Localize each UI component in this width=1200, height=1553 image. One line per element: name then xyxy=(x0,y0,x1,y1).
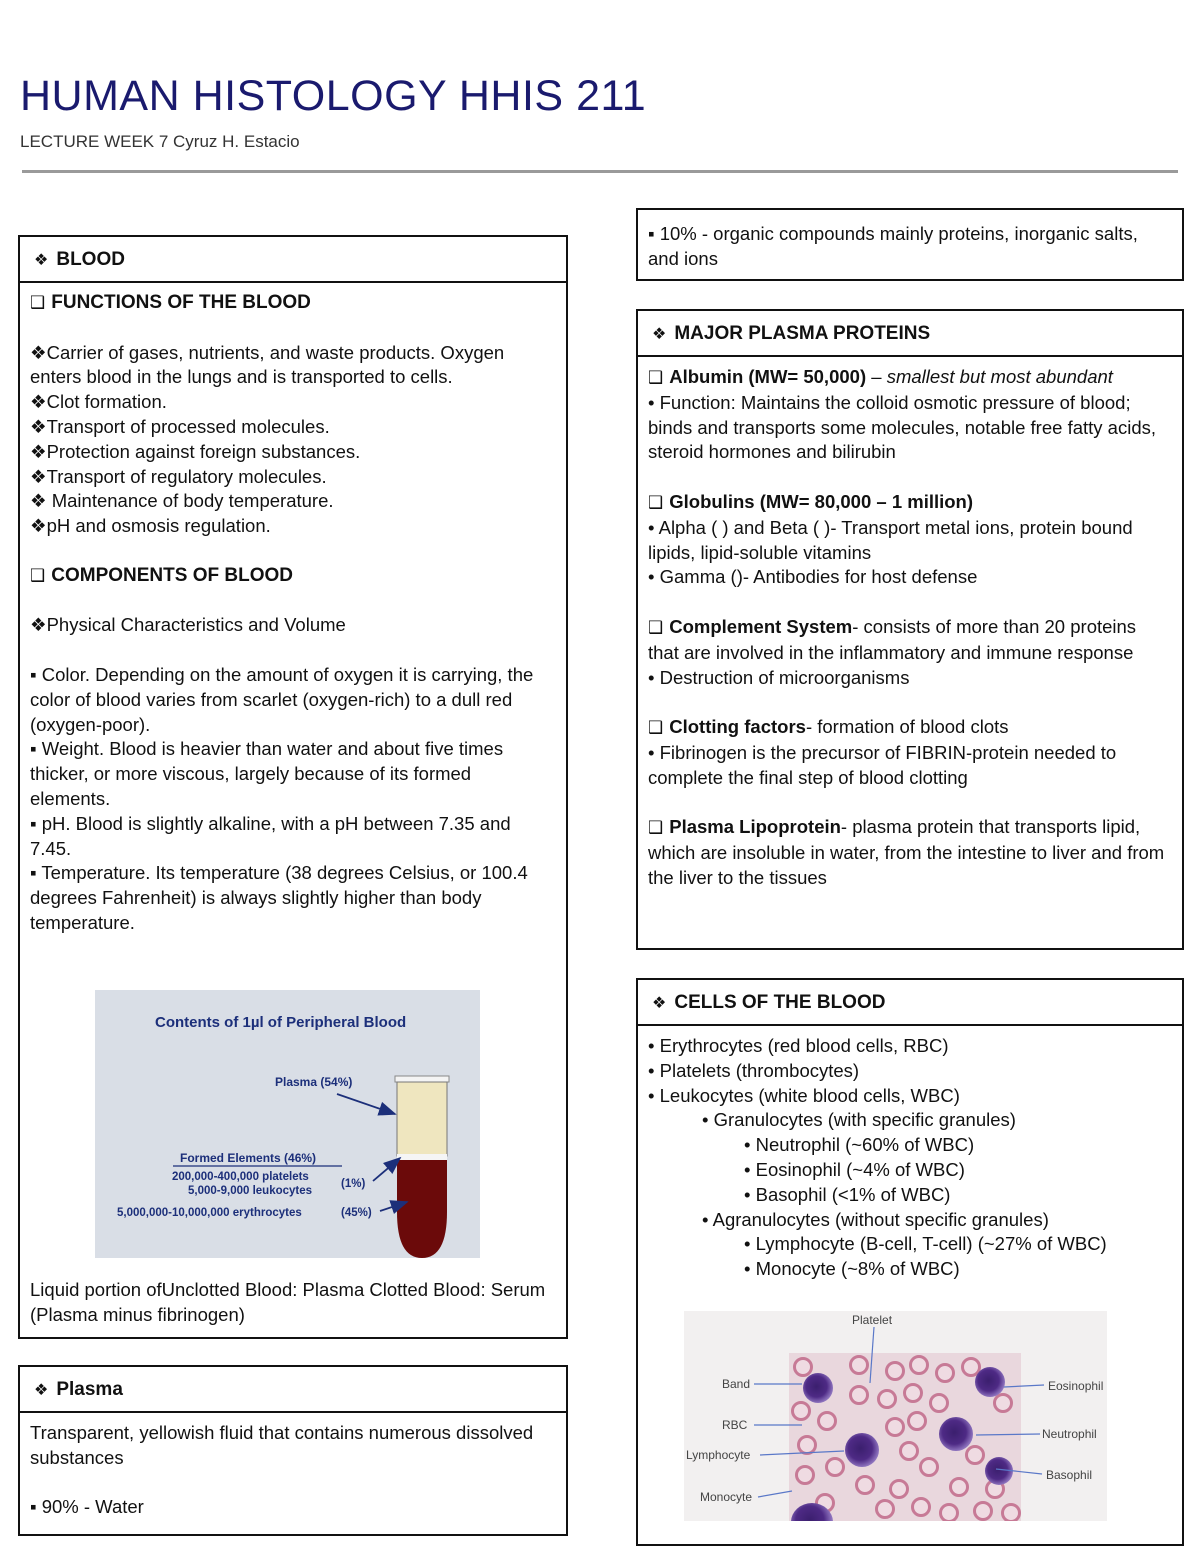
physical-heading: ❖Physical Characteristics and Volume xyxy=(30,614,346,636)
header-divider xyxy=(22,170,1178,173)
erythrocyte-layer xyxy=(397,1160,447,1258)
list-item: • Agranulocytes (without specific granules) xyxy=(702,1208,1049,1230)
blood-footer-text: Liquid portion ofUnclotted Blood: Plasma Clotted Blood: Serum (Plasma minus fibrinogen) xyxy=(30,1279,546,1325)
function-item: ❖ Maintenance of body temperature. xyxy=(30,490,334,512)
components-heading: ❑ COMPONENTS OF BLOOD xyxy=(30,564,293,586)
clotting-point: • Fibrinogen is the precursor of FIBRIN-protein needed to complete the final step of blood clotting xyxy=(648,741,1117,788)
basophil-label: Basophil xyxy=(1046,1468,1093,1482)
function-item: ❖Carrier of gases, nutrients, and waste products. Oxygen enters blood in the lungs and is transported to cells. xyxy=(30,341,505,388)
list-item: • Erythrocytes (red blood cells, RBC) xyxy=(648,1035,949,1056)
diamond-bullet-icon: ❖ xyxy=(30,465,47,487)
blood-heading: ❖ BLOOD xyxy=(20,237,566,283)
characteristic-item: ▪ pH. Blood is slightly alkaline, with a pH between 7.35 and 7.45. xyxy=(30,812,511,859)
diamond-bullet-icon: ❖ xyxy=(30,341,47,363)
diamond-bullet-icon: ❖ xyxy=(30,391,47,413)
clotting-entry: ❑ Clotting factors- formation of blood clots xyxy=(648,716,1009,739)
rbc-label: RBC xyxy=(722,1418,748,1432)
plasma-proteins-heading: ❖ MAJOR PLASMA PROTEINS xyxy=(638,311,1182,357)
plasma-label: Plasma (54%) xyxy=(275,1075,353,1089)
list-item: • Granulocytes (with specific granules) xyxy=(702,1109,1016,1131)
blood-body xyxy=(20,283,566,944)
eosinophil-label: Eosinophil xyxy=(1048,1379,1104,1393)
checkbox-icon: ❑ xyxy=(648,492,664,513)
plasma-heading: ❖ Plasma xyxy=(20,1367,566,1413)
figure-title: Contents of 1µl of Peripheral Blood xyxy=(155,1014,407,1031)
band-label: Band xyxy=(722,1377,751,1391)
list-item: • Monocyte (~8% of WBC) xyxy=(744,1258,960,1280)
plasma-proteins-section xyxy=(636,309,1184,950)
diamond-bullet-icon: ❖ xyxy=(30,515,47,537)
checkbox-icon: ❑ xyxy=(648,617,664,638)
globulins-gamma: • Gamma ()- Antibodies for host defense xyxy=(648,566,978,588)
globulins-entry: ❑ Globulins (MW= 80,000 – 1 million) xyxy=(648,490,974,513)
function-item: ❖Protection against foreign substances. xyxy=(30,440,361,462)
function-item: ❖Transport of processed molecules. xyxy=(30,415,330,437)
diamond-bullet-icon: ❖ xyxy=(652,993,667,1012)
diamond-bullet-icon: ❖ xyxy=(30,490,47,512)
characteristic-item: ▪ Color. Depending on the amount of oxygen it is carrying, the color of blood varies from scarlet (oxygen-rich) to a dull red (oxygen-poor). xyxy=(30,663,534,735)
checkbox-icon: ❑ xyxy=(30,293,46,313)
leukocytes-label: 5,000-9,000 leukocytes xyxy=(188,1185,313,1197)
plasma-continued-body xyxy=(638,210,1182,280)
erythrocytes-label: 5,000,000-10,000,000 erythrocytes xyxy=(117,1207,302,1219)
erythrocytes-percent: (45%) xyxy=(341,1207,372,1219)
checkbox-icon: ❑ xyxy=(648,718,664,739)
albumin-entry: ❑ Albumin (MW= 50,000) – smallest but most abundant xyxy=(648,366,1113,388)
plasma-section xyxy=(18,1365,568,1536)
plasma-water-item: ▪ 90% - Water xyxy=(30,1496,144,1518)
characteristic-item: ▪ Temperature. Its temperature (38 degrees Celsius, or 100.4 degrees Fahrenheit) is always slightly higher than body temperature. xyxy=(30,862,528,933)
blood-smear-figure xyxy=(684,1311,1107,1521)
function-item: ❖Transport of regulatory molecules. xyxy=(30,465,327,487)
diamond-bullet-icon: ❖ xyxy=(34,250,49,269)
plasma-proteins-body xyxy=(638,357,1182,899)
lymphocyte-label: Lymphocyte xyxy=(686,1448,751,1462)
blood-cells-heading: ❖ CELLS OF THE BLOOD xyxy=(638,980,1182,1026)
complement-entry: ❑ Complement System- consists of more than 20 proteins that are involved in the inflammatory and immune response xyxy=(648,615,1137,663)
list-item: • Platelets (thrombocytes) xyxy=(648,1059,860,1081)
checkbox-icon: ❑ xyxy=(30,565,46,586)
list-item: • Neutrophil (~60% of WBC) xyxy=(744,1134,975,1156)
list-item: • Basophil (<1% of WBC) xyxy=(744,1183,951,1205)
diamond-bullet-icon: ❖ xyxy=(34,1380,49,1399)
plasma-continued-section xyxy=(636,208,1184,281)
list-item: • Leukocytes (white blood cells, WBC) xyxy=(648,1084,960,1106)
diamond-bullet-icon: ❖ xyxy=(30,440,47,462)
albumin-function: • Function: Maintains the colloid osmotic pressure of blood; binds and transports some molecules, notable free fatty acids, steroid hormones and bilirubin xyxy=(648,391,1156,463)
checkbox-icon: ❑ xyxy=(648,368,664,388)
formed-elements-label: Formed Elements (46%) xyxy=(180,1151,317,1165)
neutrophil-label: Neutrophil xyxy=(1042,1427,1097,1441)
blood-cells-body xyxy=(638,1026,1182,1290)
diamond-bullet-icon: ❖ xyxy=(652,324,667,343)
function-item: ❖Clot formation. xyxy=(30,391,167,413)
diamond-bullet-icon: ❖ xyxy=(30,614,47,636)
plasma-body xyxy=(20,1413,566,1528)
complement-point: • Destruction of microorganisms xyxy=(648,666,910,688)
page-title: HUMAN HISTOLOGY HHIS 211 xyxy=(20,72,647,120)
diamond-bullet-icon: ❖ xyxy=(30,415,47,437)
list-item: • Lymphocyte (B-cell, T-cell) (~27% of WBC) xyxy=(744,1233,1107,1255)
leukocytes-percent: (1%) xyxy=(341,1178,366,1190)
platelet-label: Platelet xyxy=(852,1313,893,1327)
plasma-description: Transparent, yellowish fluid that contains numerous dissolved substances xyxy=(30,1422,534,1468)
plasma-layer xyxy=(397,1082,447,1156)
plasma-organic-item: ▪ 10% - organic compounds mainly proteins, inorganic salts, and ions xyxy=(648,223,1138,269)
platelets-label: 200,000-400,000 platelets xyxy=(172,1171,309,1183)
checkbox-icon: ❑ xyxy=(648,818,664,839)
lipoprotein-entry: ❑ Plasma Lipoprotein- plasma protein that transports lipid, which are insoluble in water, from the intestine to liver and from the liver to the tissues xyxy=(648,816,1165,888)
list-item: • Eosinophil (~4% of WBC) xyxy=(744,1158,965,1180)
characteristic-item: ▪ Weight. Blood is heavier than water and about five times thicker, or more viscous, largely because of its formed elements. xyxy=(30,738,504,809)
monocyte-label: Monocyte xyxy=(700,1490,753,1504)
page-subtitle: LECTURE WEEK 7 Cyruz H. Estacio xyxy=(20,132,300,151)
function-item: ❖pH and osmosis regulation. xyxy=(30,515,271,537)
peripheral-blood-figure xyxy=(95,990,480,1258)
functions-heading: ❑ FUNCTIONS OF THE BLOOD xyxy=(30,292,311,313)
globulins-alpha-beta: • Alpha ( ) and Beta ( )- Transport metal ions, protein bound lipids, lipid-soluble vitamins xyxy=(648,516,1133,563)
